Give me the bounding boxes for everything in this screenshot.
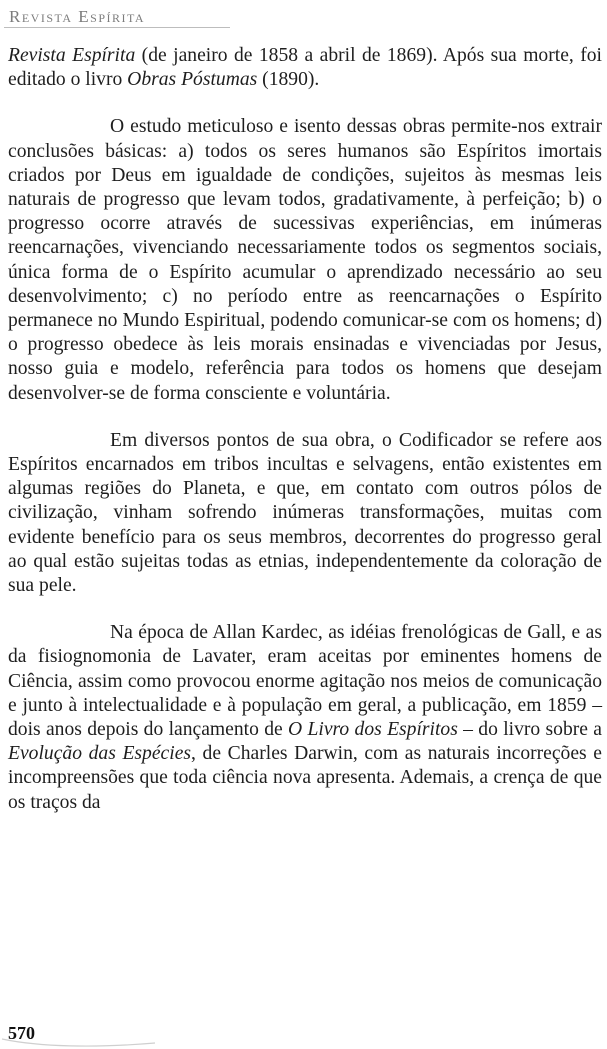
italic-title: O Livro dos Espíritos bbox=[288, 719, 458, 741]
paragraph bbox=[8, 621, 602, 815]
paragraph bbox=[8, 429, 602, 598]
text-run: O estudo meticuloso e isento dessas obras permite-nos extrair conclusões básicas: a) todos os seres humanos são Espíritos imortais criados por Deus em igualdade de condições, sujeitos às mesmas leis naturais de progresso que levam todos, gradativamente, à perfeição; b) o progresso ocorre através de sucessivas experiências, em inúmeras reencarnações, vivenciando necessariamente todos os segmentos sociais, única forma de o Espírito acumular o aprendizado necessário ao seu desenvolvimento; c) no período entre as reencarnações o Espírito permanece no Mundo Espiritual, podendo comunicar-se com os homens; d) o progresso obedece às leis morais ensinadas e vivenciadas por Jesus, nosso guia e modelo, referência para todos os homens que desejam desenvolver-se de forma consciente e voluntária. bbox=[8, 116, 602, 404]
text-run: (de janeiro de 1858 a abril de 1869). Após sua morte, foi editado o livro bbox=[8, 45, 602, 91]
text-run: (1890). bbox=[257, 69, 320, 91]
footer-swoosh-ornament bbox=[0, 1036, 160, 1049]
body-text bbox=[8, 44, 602, 815]
text-run: – do livro sobre a bbox=[457, 719, 602, 741]
paragraph bbox=[8, 44, 602, 92]
italic-title: Revista Espírita bbox=[8, 45, 136, 66]
header-rule bbox=[4, 27, 230, 28]
paragraph bbox=[8, 115, 602, 405]
running-header: Revista Espírita bbox=[9, 7, 146, 26]
text-run: , de Charles Darwin, com as naturais incorreções e incompreensões que toda ciência nova apresenta. Ademais, a crença de que os traços da bbox=[8, 743, 602, 813]
page-number: 570 bbox=[8, 1023, 35, 1043]
italic-title: Obras Póstumas bbox=[127, 69, 258, 91]
text-run: Em diversos pontos de sua obra, o Codificador se refere aos Espíritos encarnados em tribos incultas e selvagens, então existentes em algumas regiões do Planeta, e que, em contato com outros pólos de civilização, vinham sofrendo inúmeras transformações, muitas com evidente benefício para os seus membros, decorrentes do progresso geral ao qual estão sujeitas todas as etnias, independentemente da coloração de sua pele. bbox=[8, 429, 602, 597]
text-run: Na época de Allan Kardec, as idéias frenológicas de Gall, e as da fisiognomonia de Lavater, eram aceitas por eminentes homens de Ciência, assim como provocou enorme agitação nos meios de comunicação e junto à intelectualidade e à população em geral, a publicação, em 1859 – dois anos depois do lançamento de bbox=[8, 622, 602, 741]
italic-title: Evolução das Espécies bbox=[8, 743, 192, 765]
